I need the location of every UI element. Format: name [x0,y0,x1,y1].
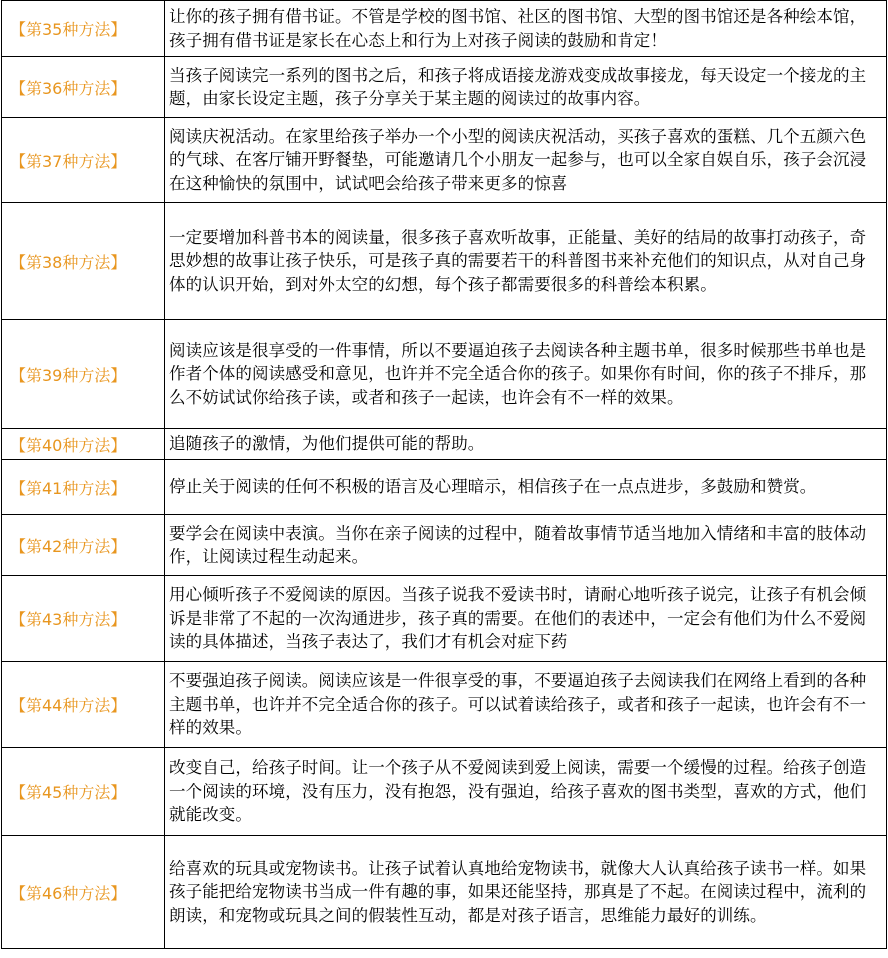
method-label: 【第44种方法】 [2,662,165,748]
method-description: 阅读应该是很享受的一件事情，所以不要逼迫孩子去阅读各种主题书单，很多时候那些书单也是作者个体的阅读感受和意见，也许并不完全适合你的孩子。如果你有时间，你的孩子不排斥，那么不妨试试你给孩子读，或者和孩子一起读，也许会有不一样的效果。 [165,320,887,429]
method-label: 【第43种方法】 [2,576,165,662]
method-row [2,515,887,576]
method-label: 【第46种方法】 [2,836,165,949]
method-description: 停止关于阅读的任何不积极的语言及心理暗示，相信孩子在一点点进步，多鼓励和赞赏。 [165,460,887,515]
method-row [2,662,887,748]
method-label: 【第35种方法】 [2,1,165,57]
method-row [2,576,887,662]
method-description: 阅读庆祝活动。在家里给孩子举办一个小型的阅读庆祝活动，买孩子喜欢的蛋糕、几个五颜六色的气球、在客厅铺开野餐垫，可能邀请几个小朋友一起参与，也可以全家自娱自乐，孩子会沉浸在这种愉快的氛围中，试试吧会给孩子带来更多的惊喜 [165,118,887,203]
method-row [2,203,887,320]
method-label: 【第36种方法】 [2,57,165,118]
method-label: 【第39种方法】 [2,320,165,429]
method-description: 让你的孩子拥有借书证。不管是学校的图书馆、社区的图书馆、大型的图书馆还是各种绘本馆，孩子拥有借书证是家长在心态上和行为上对孩子阅读的鼓励和肯定！ [165,1,887,57]
method-description: 改变自己，给孩子时间。让一个孩子从不爱阅读到爱上阅读，需要一个缓慢的过程。给孩子创造一个阅读的环境，没有压力，没有抱怨，没有强迫，给孩子喜欢的图书类型，喜欢的方式，他们就能改变。 [165,748,887,836]
method-row [2,320,887,429]
method-label: 【第42种方法】 [2,515,165,576]
method-row [2,118,887,203]
method-row [2,748,887,836]
method-description: 用心倾听孩子不爱阅读的原因。当孩子说我不爱读书时，请耐心地听孩子说完，让孩子有机会倾诉是非常了不起的一次沟通进步，孩子真的需要。在他们的表述中，一定会有他们为什么不爱阅读的具体描述，当孩子表达了，我们才有机会对症下药 [165,576,887,662]
method-row [2,460,887,515]
method-label: 【第45种方法】 [2,748,165,836]
method-description: 当孩子阅读完一系列的图书之后，和孩子将成语接龙游戏变成故事接龙，每天设定一个接龙的主题，由家长设定主题，孩子分享关于某主题的阅读过的故事内容。 [165,57,887,118]
method-row [2,57,887,118]
method-label: 【第41种方法】 [2,460,165,515]
methods-table [1,0,887,949]
method-description: 追随孩子的激情，为他们提供可能的帮助。 [165,429,887,460]
method-description: 要学会在阅读中表演。当你在亲子阅读的过程中，随着故事情节适当地加入情绪和丰富的肢体动作，让阅读过程生动起来。 [165,515,887,576]
method-description: 不要强迫孩子阅读。阅读应该是一件很享受的事，不要逼迫孩子去阅读我们在网络上看到的各种主题书单，也许并不完全适合你的孩子。可以试着读给孩子，或者和孩子一起读，也许会有不一样的效果。 [165,662,887,748]
method-row [2,836,887,949]
method-label: 【第37种方法】 [2,118,165,203]
method-description: 一定要增加科普书本的阅读量，很多孩子喜欢听故事，正能量、美好的结局的故事打动孩子，奇思妙想的故事让孩子快乐，可是孩子真的需要若干的科普图书来补充他们的知识点，从对自己身体的认识开始，到对外太空的幻想，每个孩子都需要很多的科普绘本积累。 [165,203,887,320]
method-label: 【第40种方法】 [2,429,165,460]
method-description: 给喜欢的玩具或宠物读书。让孩子试着认真地给宠物读书，就像大人认真给孩子读书一样。如果孩子能把给宠物读书当成一件有趣的事，如果还能坚持，那真是了不起。在阅读过程中，流利的朗读，和宠物或玩具之间的假装性互动，都是对孩子语言，思维能力最好的训练。 [165,836,887,949]
method-row [2,429,887,460]
method-label: 【第38种方法】 [2,203,165,320]
method-row [2,1,887,57]
